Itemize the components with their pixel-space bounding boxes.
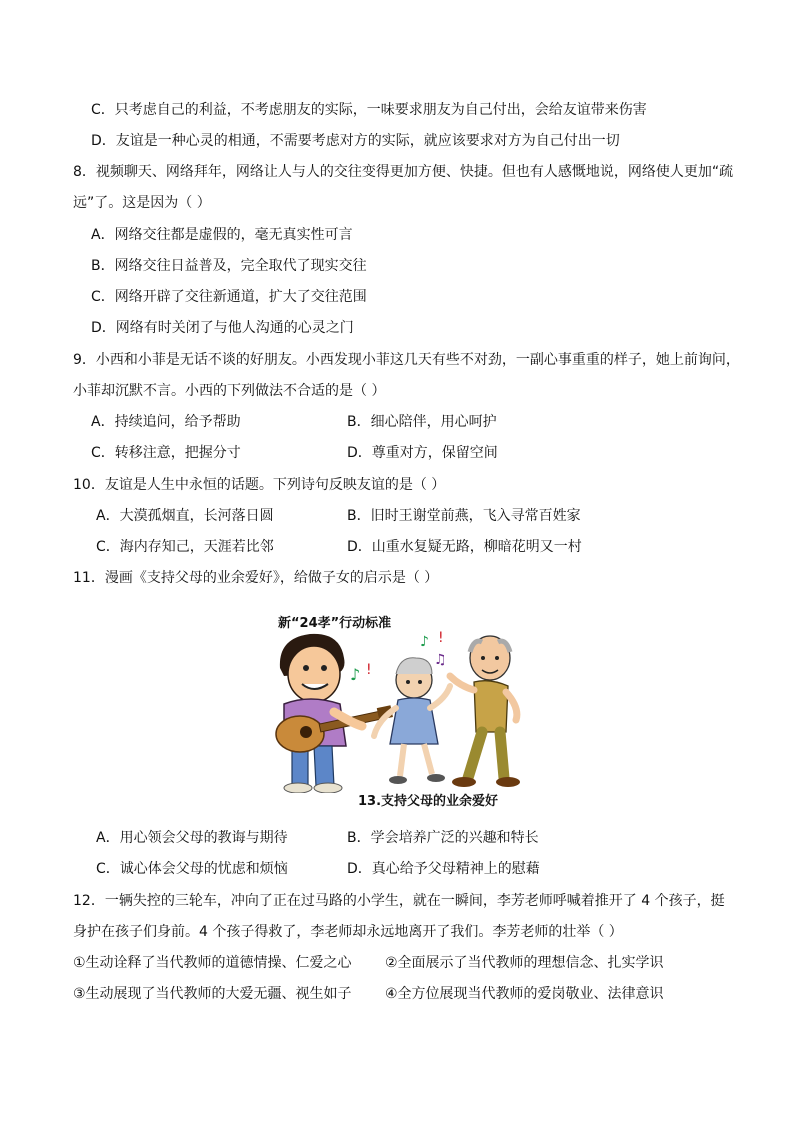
q12-statement-1: ①生动诠释了当代教师的道德情操、仁爱之心 — [73, 955, 352, 971]
q12-stem-line2: 身护在孩子们身前。4 个孩子得救了，李老师却永远地离开了我们。李芳老师的壮举（ ） — [73, 924, 623, 940]
q11-option-a: A．用心领会父母的教诲与期待 — [96, 830, 288, 846]
q12-statement-3: ③生动展现了当代教师的大爱无疆、视生如子 — [73, 986, 352, 1002]
q9-stem-line1: 9．小西和小菲是无话不谈的好朋友。小西发现小菲这几天有些不对劲，一副心事重重的样子，她上前询问， — [73, 352, 740, 368]
cartoon-figure — [270, 606, 530, 811]
q10-option-b: B．旧时王谢堂前燕，飞入寻常百姓家 — [347, 508, 581, 524]
q10-option-a: A．大漠孤烟直，长河落日圆 — [96, 508, 274, 524]
q12-statement-2: ②全面展示了当代教师的理想信念、扎实学识 — [385, 955, 664, 971]
svg-text:!: ! — [366, 662, 372, 678]
q9-stem-line2: 小菲却沉默不言。小西的下列做法不合适的是（ ） — [73, 383, 386, 399]
grandmother-dancing — [374, 658, 450, 784]
svg-text:!: ! — [438, 630, 444, 646]
q12-statement-4: ④全方位展现当代教师的爱岗敬业、法律意识 — [385, 986, 664, 1002]
q11-stem: 11．漫画《支持父母的业余爱好》，给做子女的启示是（ ） — [73, 570, 439, 586]
q8-option-c: C．网络开辟了交往新通道，扩大了交往范围 — [91, 289, 367, 305]
figure-title: 新“24孝”行动标准 — [278, 616, 392, 631]
q8-option-b: B．网络交往日益普及，完全取代了现实交往 — [91, 258, 367, 274]
grandfather-dancing — [450, 636, 520, 787]
q10-option-d: D．山重水复疑无路，柳暗花明又一村 — [347, 539, 582, 555]
q8-option-d: D．网络有时关闭了与他人沟通的心灵之门 — [91, 320, 354, 336]
q11-option-b: B．学会培养广泛的兴趣和特长 — [347, 830, 539, 846]
q10-stem: 10．友谊是人生中永恒的话题。下列诗句反映友谊的是（ ） — [73, 477, 446, 493]
q8-option-a: A．网络交往都是虚假的，毫无真实性可言 — [91, 227, 353, 243]
svg-text:♪: ♪ — [420, 634, 429, 650]
svg-text:♪: ♪ — [350, 665, 361, 684]
q9-option-a: A．持续追问，给予帮助 — [91, 414, 241, 430]
young-man-guitarist — [276, 634, 393, 793]
q9-option-d: D．尊重对方，保留空间 — [347, 445, 498, 461]
q12-stem-line1: 12．一辆失控的三轮车，冲向了正在过马路的小学生，就在一瞬间，李芳老师呼喊着推开了 4 个孩子，挺 — [73, 893, 725, 909]
cartoon-illustration — [270, 628, 530, 793]
q8-stem-line2: 远”了。这是因为（ ） — [73, 195, 211, 211]
q8-stem-line1: 8．视频聊天、网络拜年，网络让人与人的交往变得更加方便、快捷。但也有人感慨地说，网络使人更加“疏 — [73, 164, 734, 180]
q7-option-c: C．只考虑自己的利益，不考虑朋友的实际，一味要求朋友为自己付出，会给友谊带来伤害 — [91, 102, 647, 118]
q11-option-c: C．诚心体会父母的忧虑和烦恼 — [96, 861, 288, 877]
q9-option-b: B．细心陪伴，用心呵护 — [347, 414, 497, 430]
svg-text:♫: ♫ — [434, 652, 447, 668]
q10-option-c: C．海内存知己，天涯若比邻 — [96, 539, 274, 555]
q11-option-d: D．真心给予父母精神上的慰藉 — [347, 861, 540, 877]
figure-caption: 13.支持父母的业余爱好 — [358, 794, 499, 809]
q7-option-d: D．友谊是一种心灵的相通，不需要考虑对方的实际，就应该要求对方为自己付出一切 — [91, 133, 620, 149]
q9-option-c: C．转移注意，把握分寸 — [91, 445, 241, 461]
